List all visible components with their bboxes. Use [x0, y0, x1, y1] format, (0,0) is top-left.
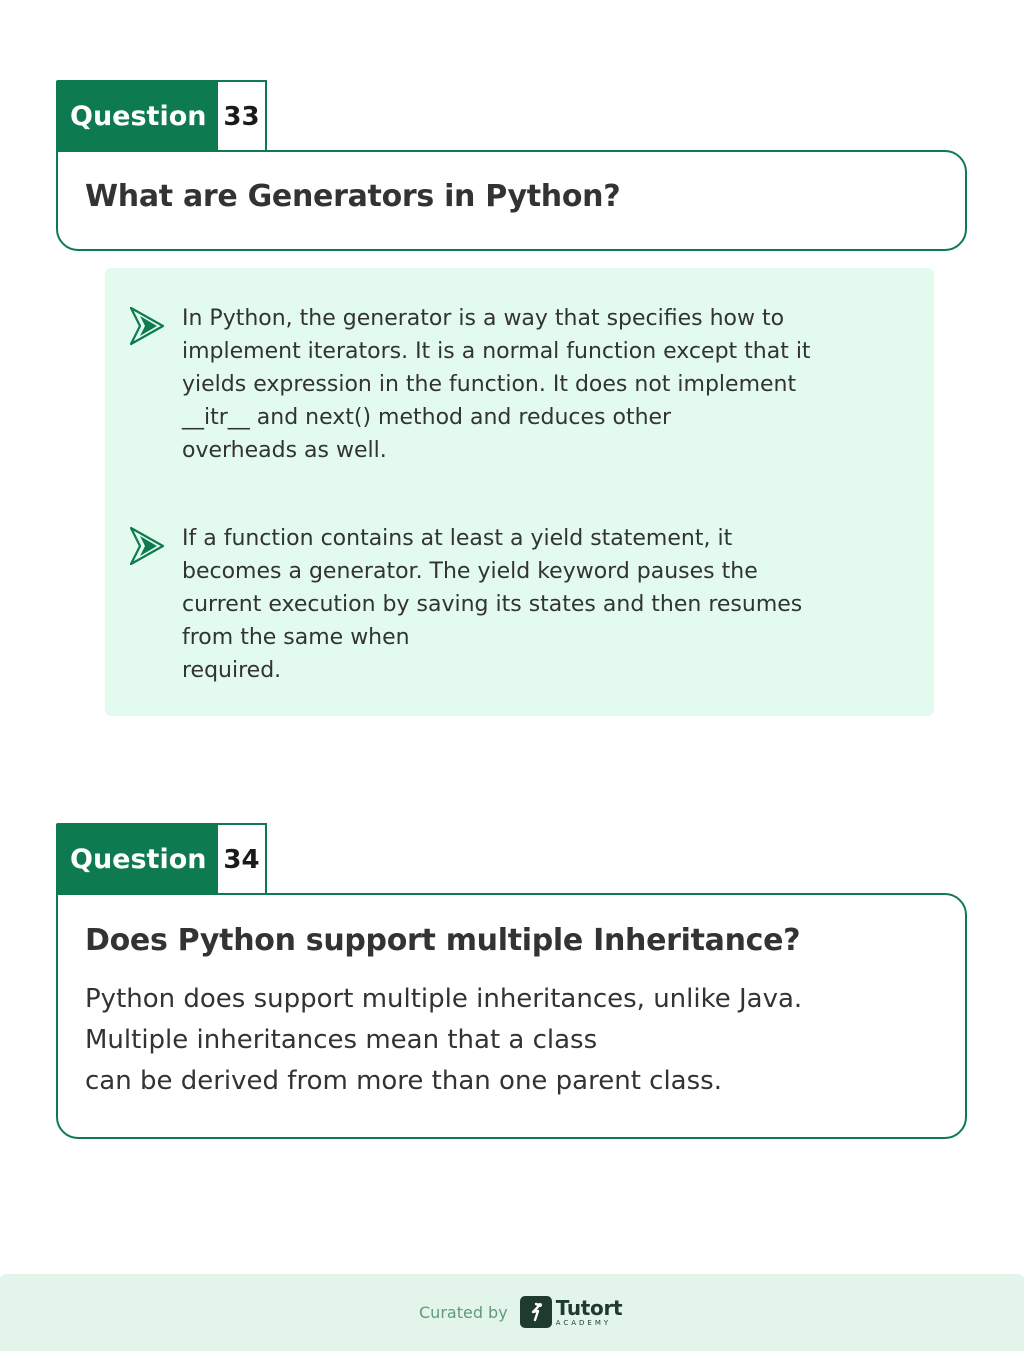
question-label: Question [56, 80, 216, 152]
question-number: 33 [216, 80, 267, 152]
question-33-answer [105, 268, 934, 716]
question-34-answer: Python does support multiple inheritances, unlike Java. Multiple inheritances mean that a class can be derived from more than one parent class. [85, 984, 803, 1096]
question-34-card [56, 893, 967, 1139]
bullet-item-2 [127, 522, 803, 683]
logo-subtitle: ACADEMY [555, 1318, 612, 1327]
logo-name: Tutort [555, 1295, 623, 1320]
question-label: Question [56, 823, 216, 895]
question-number: 34 [216, 823, 267, 895]
bullet-text-2: If a function contains at least a yield statement, it becomes a generator. The yield keyword pauses the current execution by saving its states and then resumes from the same when required. [182, 526, 803, 683]
curated-by-label: Curated by [419, 1302, 508, 1322]
footer-credit [419, 1294, 622, 1330]
logo-wordmark [555, 1295, 623, 1327]
bullet-text-1: In Python, the generator is a way that specifies how to implement iterators. It is a normal function except that it yields expression in the function. It does not implement __itr__ and next() method and reduces other overheads as well. [182, 306, 811, 463]
question-34-tab [56, 823, 267, 895]
chevron-arrow-icon [127, 522, 167, 570]
footer [0, 1274, 1024, 1351]
tutort-logo-icon [520, 1296, 552, 1328]
question-33-tab [56, 80, 267, 152]
bullet-item-1 [127, 302, 811, 463]
question-33-title: What are Generators in Python? [85, 179, 621, 214]
question-33-card [56, 150, 967, 251]
question-34-title: Does Python support multiple Inheritance? [85, 923, 801, 958]
chevron-arrow-icon [127, 302, 167, 350]
